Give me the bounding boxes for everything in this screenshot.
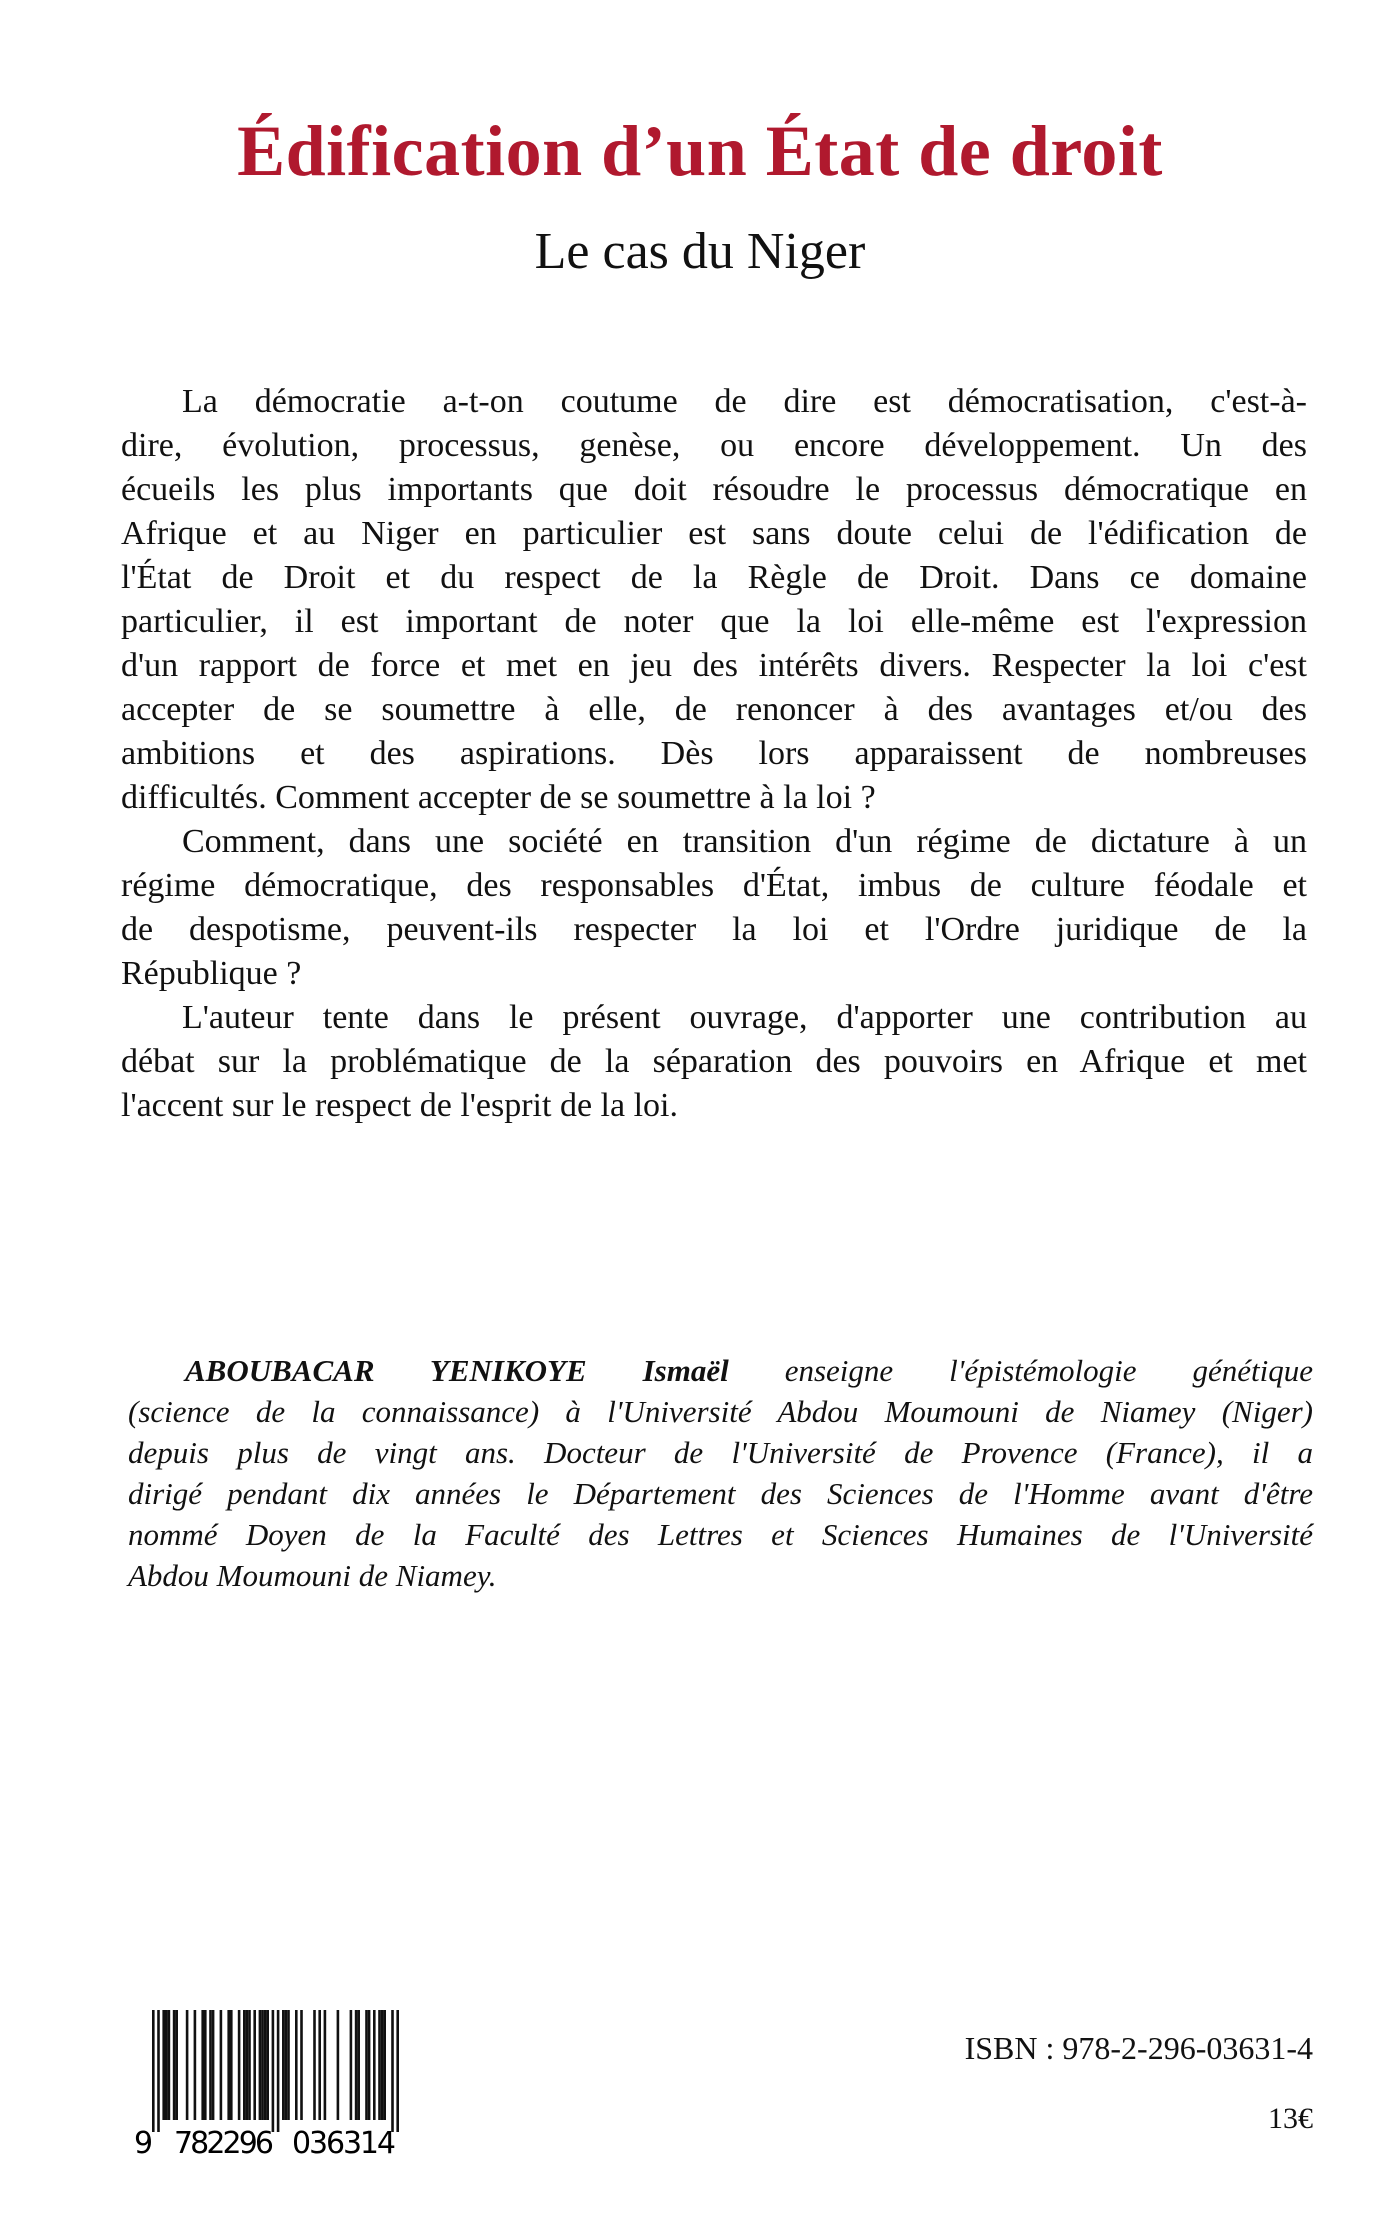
barcode-bar — [337, 2010, 340, 2120]
isbn: ISBN : 978-2-296-03631-4 — [964, 2030, 1313, 2066]
summary-line: de despotisme, peuvent-ils respecter la loi et l'Ordre juridique de la — [121, 911, 1307, 948]
price: 13€ — [1268, 2102, 1313, 2135]
barcode-digits-right: 036314 — [292, 2126, 396, 2158]
barcode-bar — [248, 2010, 251, 2120]
summary-line: d'un rapport de force et met en jeu des intérêts divers. Respecter la loi c'est — [121, 647, 1307, 684]
barcode-bar — [396, 2010, 399, 2132]
barcode-bar — [378, 2010, 381, 2120]
barcode-bar — [357, 2010, 360, 2120]
summary-line: écueils les plus importants que doit résoudre le processus démocratique en — [121, 471, 1307, 508]
bio-line — [128, 1350, 1313, 1391]
barcode-bar — [368, 2010, 371, 2120]
barcode-bar — [238, 2010, 241, 2120]
barcode-bar — [285, 2010, 288, 2120]
barcode-bar — [277, 2010, 280, 2132]
summary-line: particulier, il est important de noter que la loi elle-même est l'expression — [121, 603, 1307, 640]
bio-line: Abdou Moumouni de Niamey. — [128, 1558, 497, 1593]
summary-text — [121, 380, 1307, 1128]
barcode-bar — [318, 2010, 321, 2120]
summary-line: Afrique et au Niger en particulier est sans doute celui de l'édification de — [121, 515, 1307, 552]
barcode-bar — [365, 2010, 368, 2120]
barcode-bar — [253, 2010, 256, 2120]
author-bio — [128, 1350, 1313, 1596]
barcode-bar — [201, 2010, 204, 2120]
barcode-bar — [220, 2010, 223, 2120]
barcode-bar — [227, 2010, 230, 2120]
barcode-bar — [324, 2010, 327, 2120]
bio-line: (science de la connaissance) à l'Université Abdou Moumouni de Niamey (Niger) — [128, 1394, 1313, 1429]
summary-line: ambitions et des aspirations. Dès lors apparaissent de nombreuses — [121, 735, 1307, 772]
summary-line: régime démocratique, des responsables d'État, imbus de culture féodale et — [121, 867, 1307, 904]
barcode-bar — [194, 2010, 197, 2120]
summary-line: l'accent sur le respect de l'esprit de la loi. — [121, 1087, 678, 1124]
barcode-bar — [383, 2010, 386, 2120]
barcode-bar — [350, 2010, 353, 2120]
barcode-bar — [391, 2010, 394, 2132]
barcode-digit-lead: 9 — [134, 2126, 154, 2158]
barcode-bar — [313, 2010, 316, 2120]
bio-line: nommé Doyen de la Faculté des Lettres et Sciences Humaines de l'Université — [128, 1517, 1313, 1552]
summary-line: Comment, dans une société en transition d'un régime de dictature à un — [182, 823, 1307, 860]
barcode-bars — [152, 2010, 399, 2132]
summary-line: l'État de Droit et du respect de la Règle de Droit. Dans ce domaine — [121, 559, 1307, 596]
barcode-bar — [295, 2010, 298, 2120]
barcode-bar — [209, 2010, 212, 2120]
barcode-bar — [264, 2010, 267, 2120]
barcode-bar — [243, 2010, 246, 2120]
bio-line: depuis plus de vingt ans. Docteur de l'Université de Provence (France), il a — [128, 1435, 1313, 1470]
barcode-bar — [162, 2010, 165, 2120]
summary-line: difficultés. Comment accepter de se soumettre à la loi ? — [121, 779, 876, 816]
author-name: ABOUBACAR YENIKOYE Ismaël — [185, 1353, 729, 1388]
barcode-bar — [272, 2010, 275, 2132]
barcode-bar — [230, 2010, 233, 2120]
book-title: Édification d’un État de droit — [237, 111, 1163, 191]
barcode-bar — [381, 2010, 384, 2120]
barcode-bar — [246, 2010, 249, 2120]
barcode-bar — [355, 2010, 358, 2120]
barcode-bar — [168, 2010, 171, 2120]
summary-line: L'auteur tente dans le présent ouvrage, d'apporter une contribution au — [182, 999, 1307, 1036]
barcode-bar — [282, 2010, 285, 2120]
summary-line: débat sur la problématique de la séparation des pouvoirs en Afrique et met — [121, 1043, 1307, 1080]
barcode-bar — [373, 2010, 376, 2120]
summary-line: République ? — [121, 955, 302, 992]
barcode-digits-left: 782296 — [174, 2126, 274, 2158]
barcode-bar — [212, 2010, 215, 2120]
barcode-bar — [175, 2010, 178, 2120]
summary-line: accepter de se soumettre à elle, de renoncer à des avantages et/ou des — [121, 691, 1307, 728]
bio-first-line: enseigne l'épistémologie génétique — [784, 1353, 1314, 1388]
barcode-bar — [157, 2010, 160, 2132]
barcode — [132, 2008, 422, 2158]
barcode-bar — [261, 2010, 264, 2120]
barcode-bar — [287, 2010, 290, 2120]
barcode-bar — [152, 2010, 155, 2132]
barcode-bar — [259, 2010, 262, 2120]
bio-line: dirigé pendant dix années le Département des Sciences de l'Homme avant d'être — [128, 1476, 1313, 1511]
barcode-bar — [165, 2010, 168, 2120]
barcode-bar — [266, 2010, 269, 2120]
barcode-bar — [186, 2010, 189, 2120]
book-subtitle: Le cas du Niger — [534, 223, 866, 280]
barcode-bar — [300, 2010, 303, 2120]
barcode-bar — [204, 2010, 207, 2120]
barcode-bar — [173, 2010, 176, 2120]
summary-line: dire, évolution, processus, genèse, ou encore développement. Un des — [121, 427, 1307, 464]
summary-line: La démocratie a-t-on coutume de dire est démocratisation, c'est-à- — [182, 383, 1307, 420]
